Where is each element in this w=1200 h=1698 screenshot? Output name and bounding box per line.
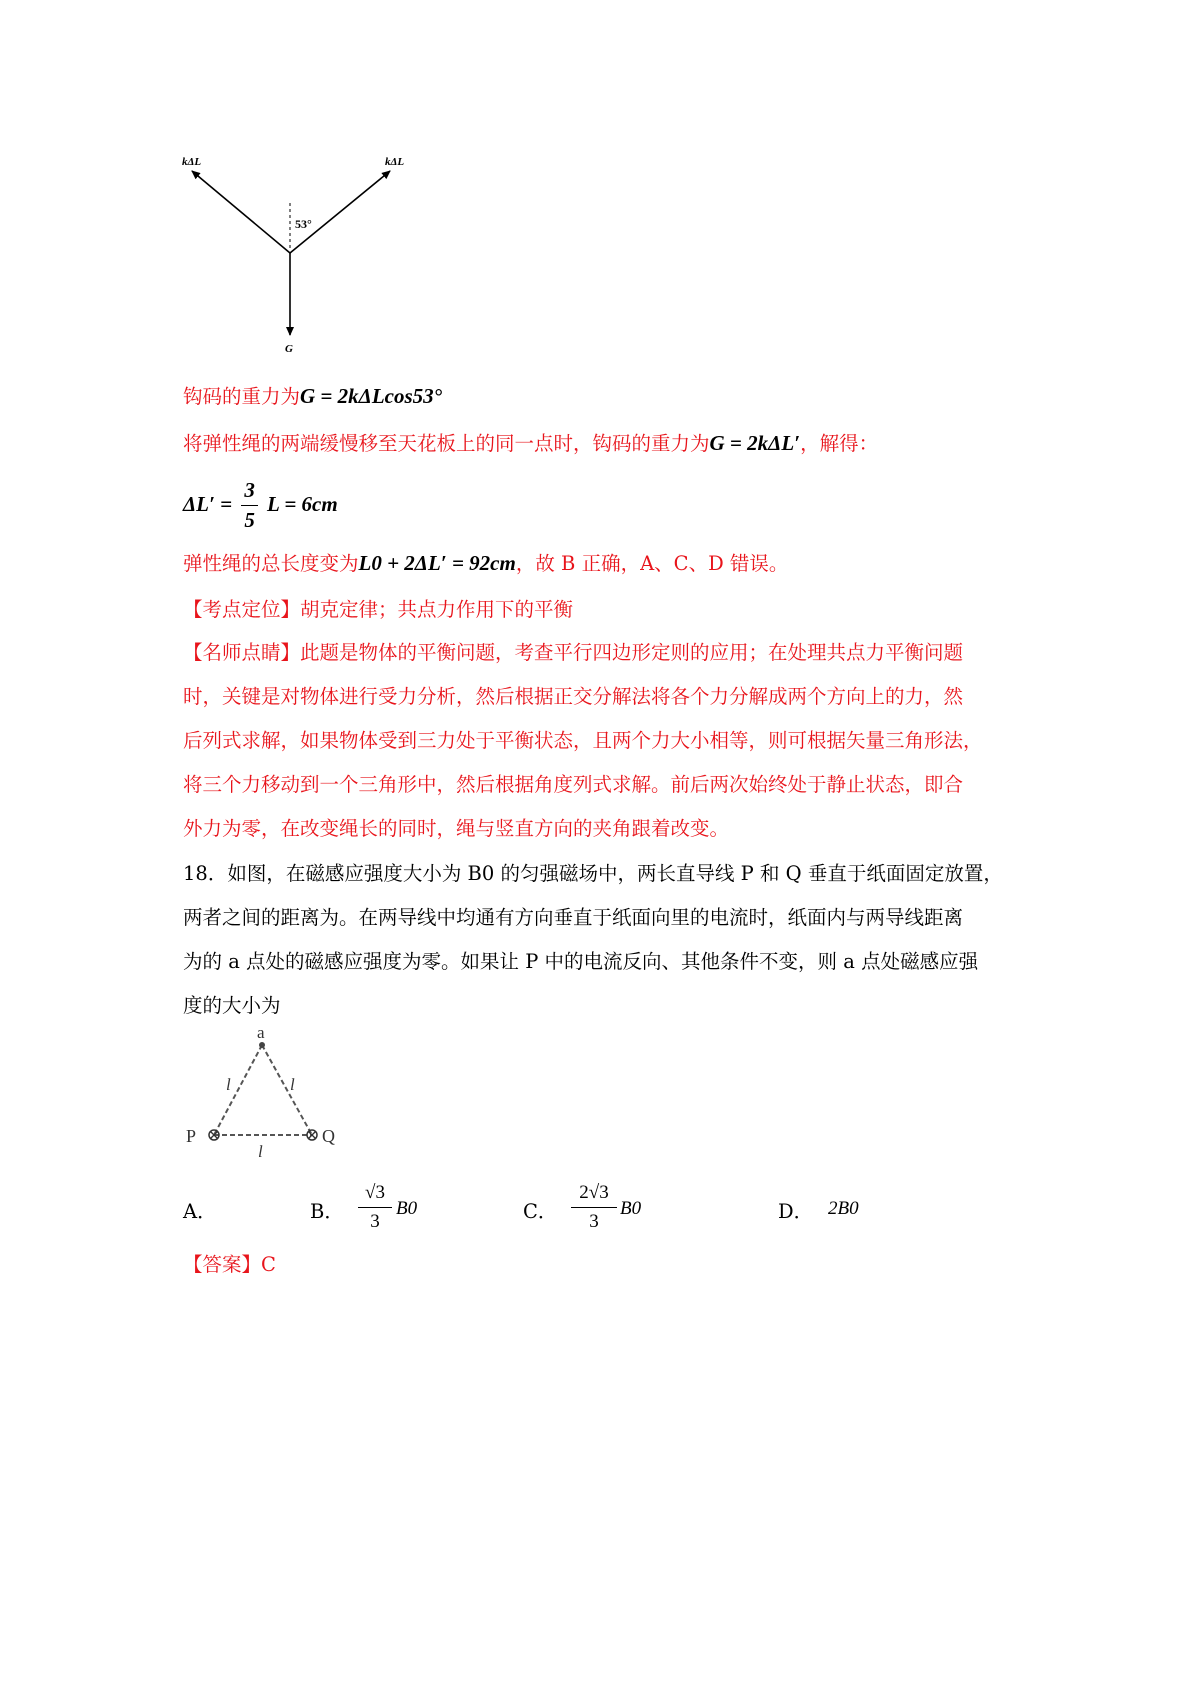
- side-bottom-label: l: [258, 1142, 263, 1161]
- option-b-unit: B0: [396, 1198, 418, 1219]
- option-c-unit: B0: [620, 1198, 642, 1219]
- side-left-label: l: [226, 1075, 231, 1094]
- solution-line-2-text-a: 将弹性绳的两端缓慢移至天花板上的同一点时，钩码的重力为: [183, 432, 710, 455]
- solution-line-2: [183, 433, 878, 454]
- option-b-fraction: [358, 1182, 392, 1233]
- option-d-value: 2B0: [828, 1198, 859, 1219]
- mingshi-line-1: 【名师点睛】此题是物体的平衡问题，考查平行四边形定则的应用；在处理共点力平衡问题: [183, 641, 964, 664]
- triangle-side-left: [214, 1045, 262, 1135]
- fraction-three-fifths: [241, 478, 258, 533]
- mingshi-line-2: 时，关键是对物体进行受力分析，然后根据正交分解法将各个力分解成两个方向上的力，然: [183, 685, 964, 708]
- solution-line-2-text-b: ，解得：: [800, 432, 879, 455]
- option-c-fraction: [571, 1182, 617, 1233]
- solution-line-4-text-b: ，故 B 正确，A、C、D 错误。: [515, 552, 789, 575]
- mingshi-line-5: 外力为零，在改变绳长的同时，绳与竖直方向的夹角跟着改变。: [183, 817, 730, 840]
- solution-line-4: [183, 553, 788, 574]
- option-c-denominator: 3: [589, 1211, 599, 1232]
- question-line-1: 18．如图，在磁感应强度大小为 B0 的匀强磁场中，两长直导线 P 和 Q 垂直于纸面固定放置，: [183, 862, 1003, 885]
- question-line-2: 两者之间的距离为。在两导线中均通有方向垂直于纸面向里的电流时，纸面内与两导线距离: [183, 906, 964, 929]
- solution-line-3: [183, 478, 338, 533]
- option-b-denominator: 3: [370, 1211, 380, 1232]
- force-right-arrow: [290, 171, 390, 253]
- vertex-a-label: a: [257, 1025, 265, 1042]
- mingshi-line-3: 后列式求解，如果物体受到三力处于平衡状态，且两个力大小相等，则可根据矢量三角形法，: [183, 729, 983, 752]
- option-a-label: A．: [183, 1200, 217, 1223]
- force-left-arrow: [192, 171, 290, 253]
- question-line-4: 度的大小为: [183, 994, 281, 1017]
- point-a-marker: [259, 1042, 265, 1048]
- formula-delta-lhs: ΔL′ =: [183, 492, 233, 516]
- question-line-3: 为的 a 点处的磁感应强度为零。如果让 P 中的电流反向、其他条件不变，则 a 点处磁感应强: [183, 950, 979, 973]
- solution-line-4-text-a: 弹性绳的总长度变为: [183, 552, 359, 575]
- vertex-p-label: P: [186, 1126, 197, 1146]
- vertex-q-label: Q: [322, 1126, 335, 1146]
- triangle-figure: [180, 1025, 360, 1165]
- formula-gravity-cos: G = 2kΔLcos53°: [300, 384, 443, 408]
- kaodian-line: 【考点定位】胡克定律；共点力作用下的平衡: [183, 598, 574, 621]
- gravity-label: G: [285, 343, 293, 355]
- solution-line-1-text: 钩码的重力为: [183, 385, 301, 408]
- angle-label: 53°: [295, 217, 312, 231]
- formula-total-length: L0 + 2ΔL′ = 92cm: [358, 551, 516, 575]
- fraction-denominator: 5: [244, 508, 255, 532]
- wire-q-into-page-icon: [307, 1130, 317, 1140]
- option-b-numerator: √3: [358, 1182, 392, 1208]
- side-right-label: l: [290, 1075, 295, 1094]
- triangle-side-right: [262, 1045, 312, 1135]
- solution-line-1: [183, 386, 442, 407]
- option-c-numerator: 2√3: [571, 1182, 617, 1208]
- option-c-label: C．: [523, 1200, 558, 1223]
- force-diagram: [180, 155, 440, 355]
- answer-line: 【答案】C: [183, 1253, 276, 1276]
- formula-delta-rhs: L = 6cm: [267, 492, 338, 516]
- formula-gravity-new: G = 2kΔL′: [709, 431, 801, 455]
- force-right-label: kΔL: [385, 156, 405, 168]
- force-left-label: kΔL: [182, 156, 202, 168]
- option-b-label: B．: [310, 1200, 344, 1223]
- fraction-numerator: 3: [241, 478, 258, 506]
- mingshi-line-4: 将三个力移动到一个三角形中，然后根据角度列式求解。前后两次始终处于静止状态，即合: [183, 773, 964, 796]
- option-d-label: D．: [778, 1200, 814, 1223]
